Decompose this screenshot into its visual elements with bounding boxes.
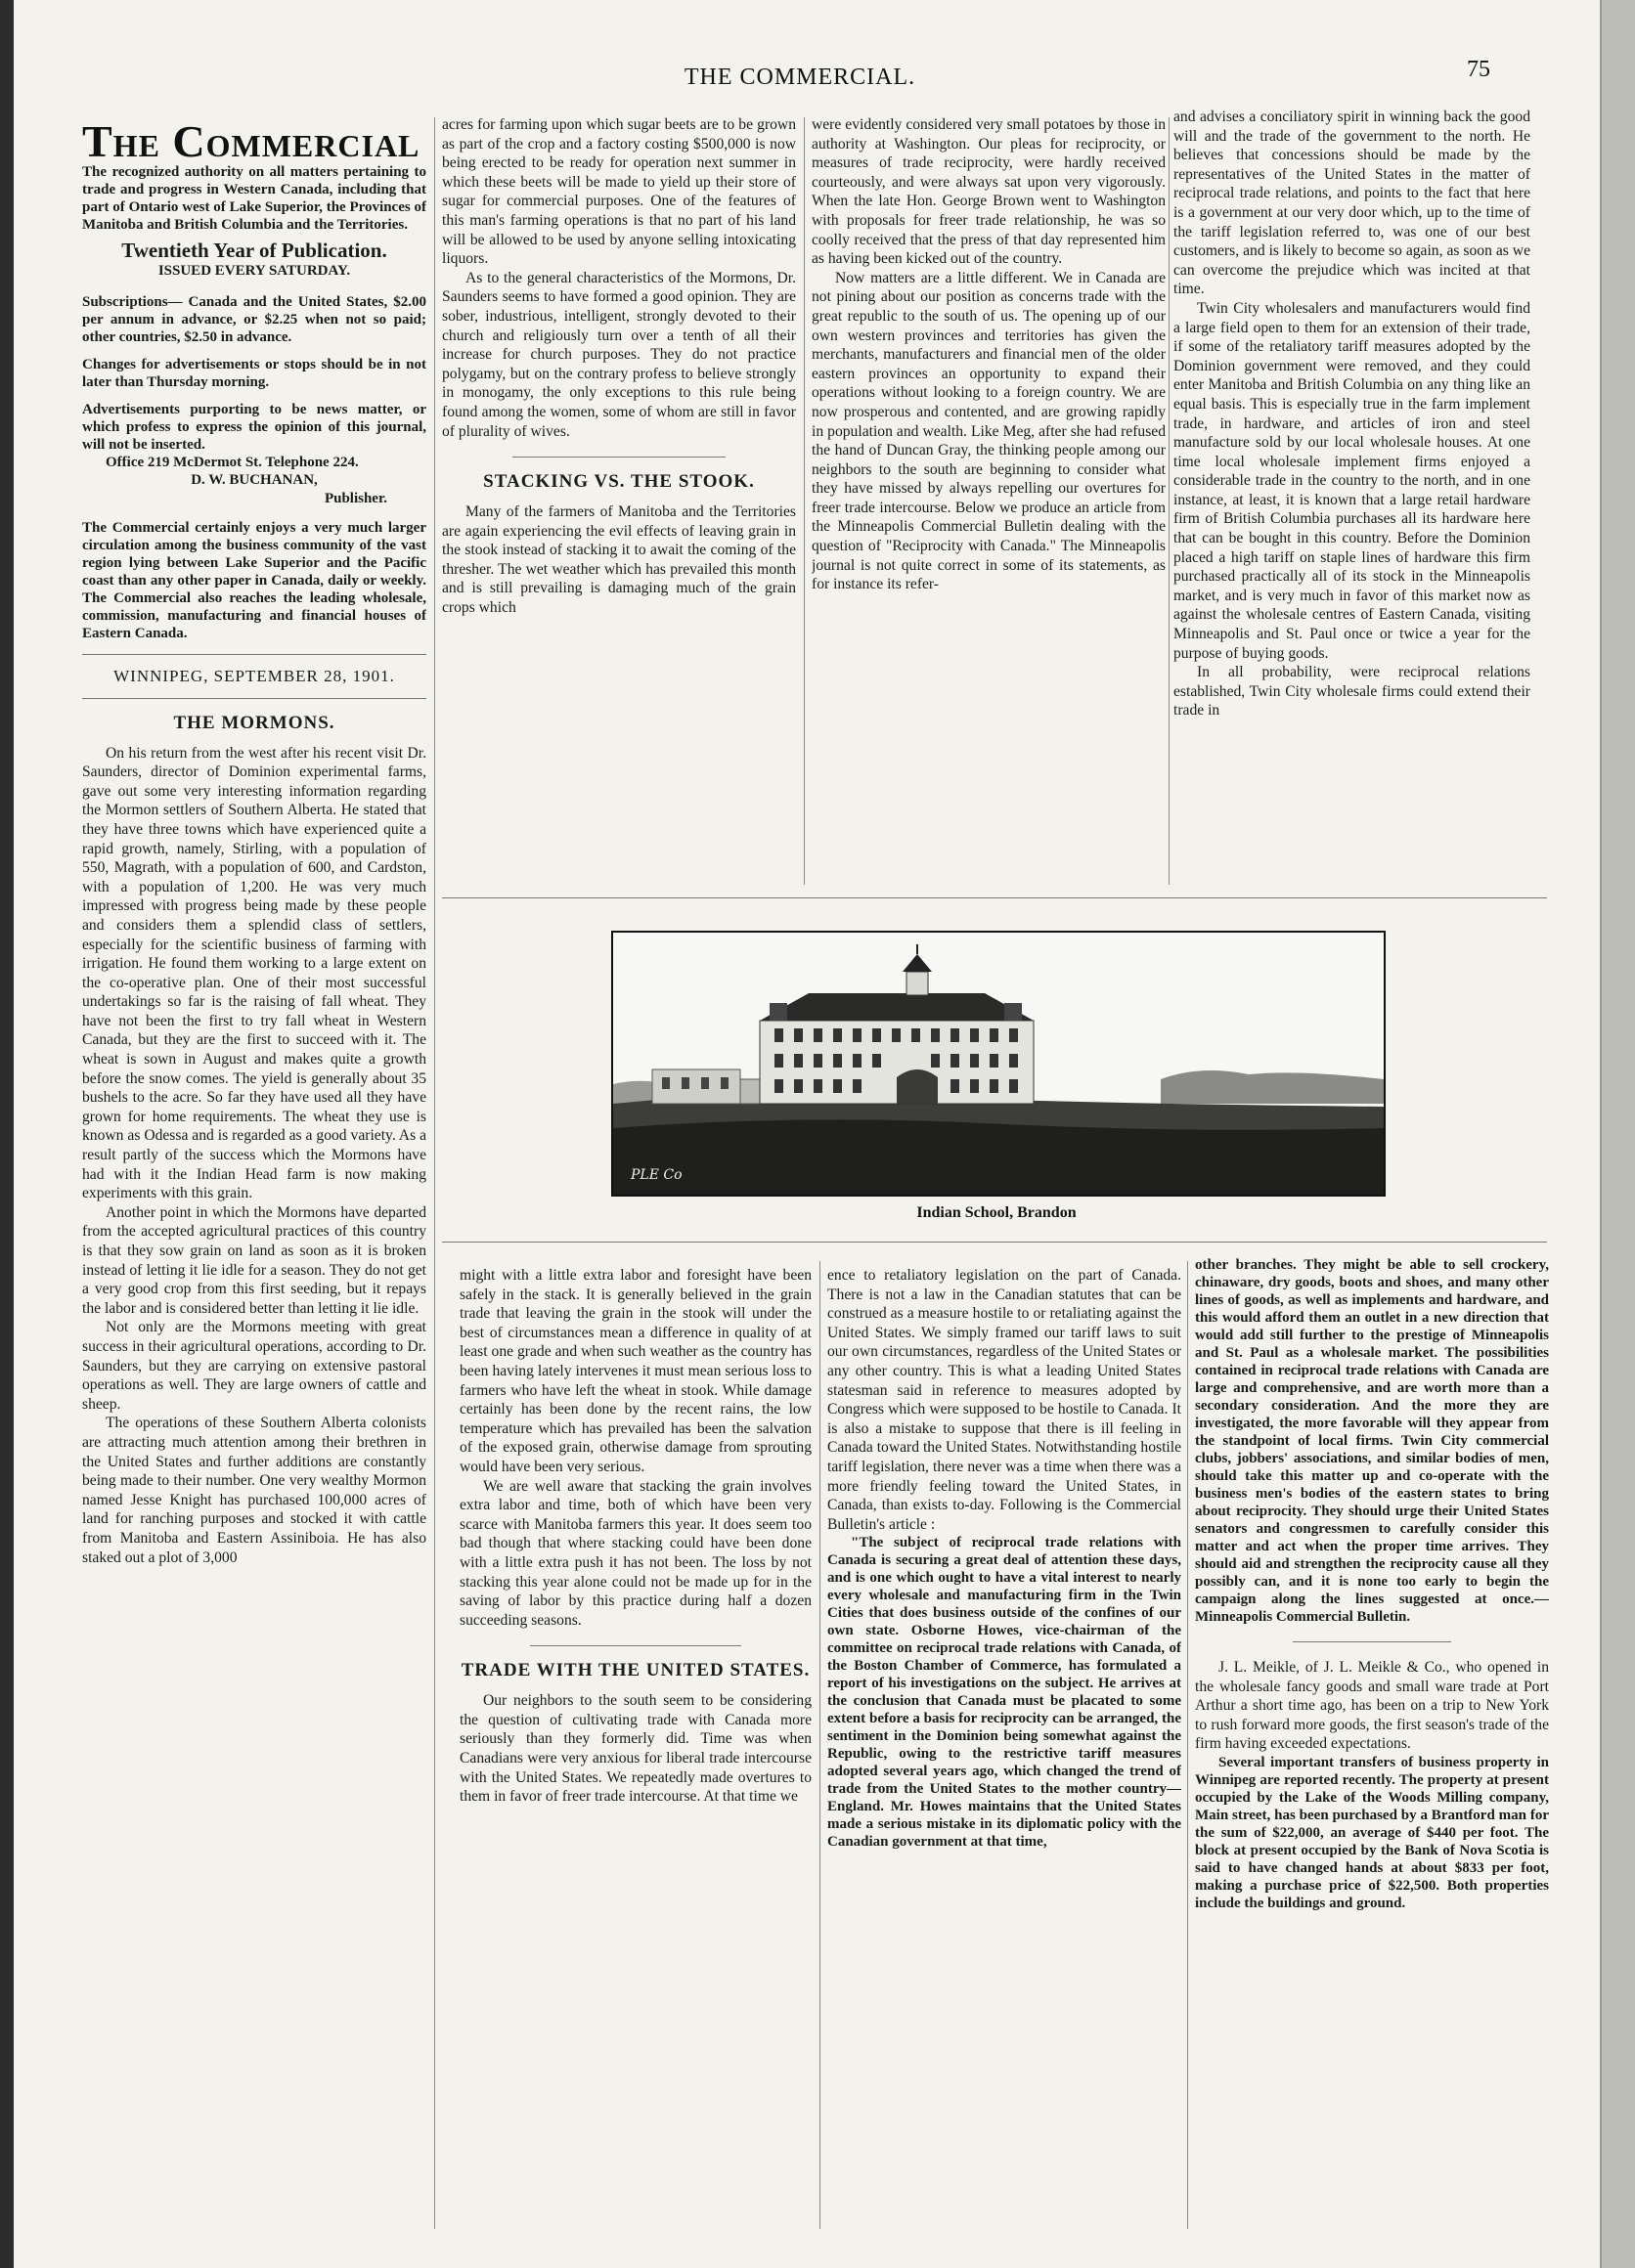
subscriptions-note: Subscriptions— Canada and the United States, $2.00 per annum in advance, or $2.25 when not so paid; other countries, $2.50 in advance. bbox=[82, 293, 426, 345]
trade-paragraph: ence to retaliatory legislation on the part of Canada. There is not a law in the Canadian statutes that can be construed as a measure hostile to or retaliating against the United States. We simply framed our tariff laws to suit our own circumstances, regardless of the United States or any other country. This is what a leading United States statesman said in reference to measures adopted by Congress which were supposed to be hostile to Canada. It is also a mistake to suppose that there is ill feeling in Canada toward the United States. Notwithstanding hostile tariff legislation, there never was a time when there was a more friendly feeling toward the United States, in Canada, than exists to-day. Following is the Commercial Bulletin's article : bbox=[827, 1267, 1181, 1533]
section-rule bbox=[442, 897, 1547, 898]
column-7 bbox=[1195, 1256, 1549, 2234]
masthead-intro: The recognized authority on all matters pertaining to trade and progress in Western Canada, including that part of Ontario west of Lake Superior, the Provinces of Manitoba and British Columbia and the Territories. bbox=[82, 163, 426, 233]
column-rule bbox=[804, 117, 805, 885]
column-1 bbox=[82, 122, 426, 2224]
mormons-paragraph: Not only are the Mormons meeting with great success in their agricultural operations, according to Dr. Saunders, but they are carrying on extensive pastoral operations as well. They are large owners of cattle and sheep. bbox=[82, 1319, 426, 1413]
page-number: 75 bbox=[1467, 57, 1490, 82]
bulletin-paragraph: In all probability, were reciprocal relations established, Twin City wholesale firms could extend their trade in bbox=[1173, 664, 1530, 720]
school-building-illustration bbox=[613, 933, 1384, 1195]
stacking-paragraph: We are well aware that stacking the grain involves extra labor and time, both of which have been very scarce with Manitoba farmers this year. It does seem too bad though that where stacking could have been done with a little extra push it has not been. The loss by not stacking this year alone could not be made up for in the saving of labor by this practice during half a dozen succeeding seasons. bbox=[460, 1477, 812, 1629]
stacking-heading: STACKING VS. THE STOOK. bbox=[483, 471, 755, 493]
trade-heading: TRADE WITH THE UNITED STATES. bbox=[461, 1660, 811, 1681]
page-left-edge bbox=[0, 0, 14, 2268]
publication-year: Twentieth Year of Publication. bbox=[121, 238, 387, 262]
bulletin-paragraph: "The subject of reciprocal trade relations with Canada is securing a great deal of attention these days, and is one which ought to have a vital interest to nearly every wholesale and manufacturing firm in the Twin Cities that does business outside of the confines of our own state. Osborne Howes, vice-chairman of the committee on reciprocal trade relations with Canada, of the Boston Chamber of Commerce, has formulated a report of his investigations on the subject. He arrives at the conclusion that Canada must be placated to some extent before a basis for reciprocity can be arranged, the sentiment in the Dominion being somewhat against the Republic, owing to the restrictive tariff measures adopted several years ago, which changed the trend of trade from the United States to the mother country—England. Mr. Howes maintains that the United States made a serious mistake in its diplomatic policy with the Canadian government at that time, bbox=[827, 1535, 1181, 1851]
masthead-rule bbox=[82, 654, 426, 655]
bulletin-paragraph: and advises a conciliatory spirit in winning back the good will and the trade of the government to the north. He believes that concessions should be made by the representatives of the United States in the matter of reciprocal trade relations, and points to the fact that here is a government at our very door which, up to the time of the tariff legislation referred to, was one of our best customers, and is likely to become so again, as soon as we can overcome the prejudice which was incited at that time. bbox=[1173, 109, 1530, 298]
article-rule bbox=[1293, 1641, 1452, 1642]
page-right-edge bbox=[1600, 0, 1635, 2268]
trade-paragraph: Now matters are a little different. We in Canada are not pining about our position as concerns trade with the great republic to the south of us. The opening up of our own western provinces and territories has given the merchants, manufacturers and financial men of the older eastern provinces an opportunity to expand their operations without looking to a foreign country. We are now prosperous and contented, and are growing rapidly in population and wealth. Like Meg, after she had refused the hand of Duncan Gray, the thinking people among our neighbors to the south are beginning to consider what they have missed by always repelling our overtures for freer trade intercourse. Below we produce an article from the Minneapolis Commercial Bulletin dealing with the question of "Reciprocity with Canada." The Minneapolis journal is not quite correct in some of its statements, as for instance its refer- bbox=[812, 269, 1166, 593]
mormons-continued: acres for farming upon which sugar beets are to be grown as part of the crop and a factory costing $500,000 is now being erected to be ready for operation next summer in which these beets will be made to yield up their store of sugar for commercial purposes. One of the features of this man's farming operations is that no part of his land will be allowed to be used by anyone selling intoxicating liquors. bbox=[442, 116, 796, 268]
column-3 bbox=[812, 115, 1166, 883]
news-note: Several important transfers of business property in Winnipeg are reported recently. The property at present occupied by the Lake of the Woods Milling company, Main street, has been purchased by a Brantford man for the sum of $22,000, an average of $440 per foot. The block at present occupied by the Bank of Nova Scotia is said to have changed hands at about $833 per foot, making a purchase price of $22,500. Both properties include the buildings and ground. bbox=[1195, 1754, 1549, 1911]
advertisements-note: Advertisements purporting to be news matter, or which profess to express the opinion of this journal, will not be inserted. bbox=[82, 401, 426, 453]
trade-paragraph: Our neighbors to the south seem to be considering the question of cultivating trade with Canada more seriously than they formerly did. Time was when Canadians were very anxious for liberal trade intercourse with the United States. We repeatedly made overtures to them in favor of freer trade intercourse. At that time we bbox=[460, 1692, 812, 1806]
mormons-paragraph: On his return from the west after his recent visit Dr. Saunders, director of Dominion experimental farms, gave out some very interesting information regarding the Mormon settlers of Southern Alberta. He stated that they have three towns which have experienced quite a rapid growth, namely, Stirling, with a population of 550, Magrath, with a population of 600, and Cardston, with a population of 1,200. He was very much impressed with progress being made by these people and considers them a splendid class of settlers, especially for the scientific business of farming with irrigation. He found them working to a large extent on the co-operative plan. One of their most successful undertakings so far is the raising of fall wheat. They have not been the first to try fall wheat in Western Canada, but they are the first to succeed with it. The wheat is sown in August and makes quite a growth before the snow comes. The yield is generally about 35 bushels to the acre. So far they have used all they have grown for home requirements. The wheat they use is known as Odessa and is regarded as a good variety. As a result partly of the success which the Mormons have had with it the Indian Head farm is now making experiments with this grain. bbox=[82, 744, 426, 1202]
column-rule bbox=[1187, 1261, 1188, 2229]
stacking-paragraph: Many of the farmers of Manitoba and the Territories are again experiencing the evil effects of leaving grain in the stook instead of stacking it to await the coming of the thresher. The wet weather which has prevailed this month and is still prevailing is damaging much of the grain crops which bbox=[442, 503, 796, 617]
trade-paragraph: were evidently considered very small potatoes by those in authority at Washington. Our pleas for reciprocity, or measures of trade reciprocity, were hardly received courteously, and were always sat upon very vigorously. When the late Hon. George Brown went to Washington with proposals for freer trade relationship, he was so coolly received that the press of that day represented him as having been kicked out of the country. bbox=[812, 116, 1166, 268]
running-head: THE COMMERCIAL. bbox=[684, 65, 916, 90]
office-address: Office 219 McDermot St. Telephone 224. bbox=[106, 454, 359, 470]
column-5 bbox=[460, 1266, 812, 2234]
dateline: WINNIPEG, SEPTEMBER 28, 1901. bbox=[113, 666, 395, 685]
bulletin-paragraph: other branches. They might be able to sell crockery, chinaware, dry goods, boots and shoes, and many other lines of goods, as well as implements and hardware, and this would afford them an outlet in a new direction that would add still further to the prestige of Minneapolis and St. Paul as a wholesale market. The possibilities contained in reciprocal trade relations with Canada are large and comprehensive, and are worth more than a secondary consideration. And the more they are investigated, the more favorable will they appear from the standpoint of local firms. Twin City commercial clubs, jobbers' associations, and similar bodies of men, should take this matter up and co-operate with the business men's bodies of the eastern states to bring about reciprocity. They should urge their United States senators and congressmen to carefully consider this matter and act when the proper time arrives. They should aid and strengthen the reciprocity cause all they possibly can, and it is none too early to begin the campaign along the lines suggested at once.—Minneapolis Commercial Bulletin. bbox=[1195, 1257, 1549, 1625]
circulation-note: The Commercial certainly enjoys a very much larger circulation among the business community of the vast region lying between Lake Superior and the Pacific coast than any other paper in Canada, daily or weekly. The Commercial also reaches the leading wholesale, commission, manufacturing and financial houses of Eastern Canada. bbox=[82, 519, 426, 641]
news-note: J. L. Meikle, of J. L. Meikle & Co., who opened in the wholesale fancy goods and small ware trade at Port Arthur a short time ago, has been on a trip to New York to rush forward more goods, the first season's trade of the firm having exceeded expectations. bbox=[1195, 1659, 1549, 1753]
publisher-title: Publisher. bbox=[324, 491, 387, 507]
masthead-title: The Commercial bbox=[82, 122, 420, 166]
stacking-paragraph: might with a little extra labor and foresight have been safely in the stack. It is generally believed in the grain trade that leaving the grain in the stook will under the best of circumstances mean a difference in quality of at least one grade and when such weather as the country has been having lately intervenes it must mean serious loss to farmers who have left the wheat in stook. While damage certainly has been done by the recent rains, the low temperature which has prevailed has been the salvation of the exposed grain, otherwise damage from sprouting would have been very serious. bbox=[460, 1267, 812, 1475]
column-rule bbox=[819, 1261, 820, 2229]
indian-school-photo bbox=[611, 931, 1386, 1197]
bulletin-paragraph: Twin City wholesalers and manufacturers would find a large field open to them for an extension of their trade, if some of the retaliatory tariff measures adopted by the Dominion government were removed, and they could enter Manitoba and British Columbia on any thing like an equal basis. This is especially true in the farm implement trade, in hardware, and articles of iron and steel manufacture sold by our local wholesale houses. At one time local wholesale implement firms enjoyed a considerable trade in the country to the north, and in one instance, at least, it is known that a large retail hardware firm of British Columbia purchases all its hardware here that can be bought in this country. Before the Dominion placed a high tariff on staple lines of hardware this firm purchased practically all of its stock in the Minneapolis market, and is very much in favor of this market now as against the wholesale centres of Eastern Canada, visiting Minneapolis and St. Paul once or twice a year for the purpose of buying goods. bbox=[1173, 299, 1530, 662]
mormons-heading: THE MORMONS. bbox=[173, 712, 335, 733]
mormons-continued: As to the general characteristics of the Mormons, Dr. Saunders seems to have formed a good opinion. They are sober, industrious, intelligent, strongly devoted to their church and religiously turn over a tenth of all their increase for church purposes. They do not practice polygamy, but on the contrary profess to believe strongly in monogamy, the only exceptions to this rule being found among the women, some of whom are still in favor of plurality of wives. bbox=[442, 269, 796, 440]
photo-caption: Indian School, Brandon bbox=[916, 1204, 1077, 1221]
article-rule bbox=[512, 457, 725, 458]
column-6 bbox=[827, 1266, 1181, 2234]
section-rule bbox=[442, 1242, 1547, 1243]
mormons-paragraph: Another point in which the Mormons have departed from the accepted agricultural practices of this country is that they sow grain on land as soon as it is broken instead of letting it lie idle for a season. They do not get a very good crop from this first seeding, but it repays the labor and is considered better than letting it lie idle. bbox=[82, 1203, 426, 1317]
photo-mark: PLE Co bbox=[631, 1167, 683, 1183]
mormons-paragraph: The operations of these Southern Alberta colonists are attracting much attention among their brethren in the United States and further additions are constantly being made to their number. One very wealthy Mormon named Jesse Knight has purchased 100,000 acres of land for ranching purposes and stocked it with cattle from Manitoba and Eastern Assiniboia. He has also staked out a plot of 3,000 bbox=[82, 1415, 426, 1566]
column-rule bbox=[1169, 117, 1170, 885]
column-2 bbox=[442, 115, 796, 883]
issue-schedule: ISSUED EVERY SATURDAY. bbox=[157, 263, 351, 280]
changes-note: Changes for advertisements or stops should be in not later than Thursday morning. bbox=[82, 356, 426, 390]
column-4 bbox=[1173, 108, 1530, 883]
article-rule bbox=[530, 1645, 741, 1646]
publisher-name: D. W. BUCHANAN, bbox=[191, 471, 318, 488]
dateline-rule bbox=[82, 698, 426, 699]
column-rule bbox=[434, 117, 435, 2229]
